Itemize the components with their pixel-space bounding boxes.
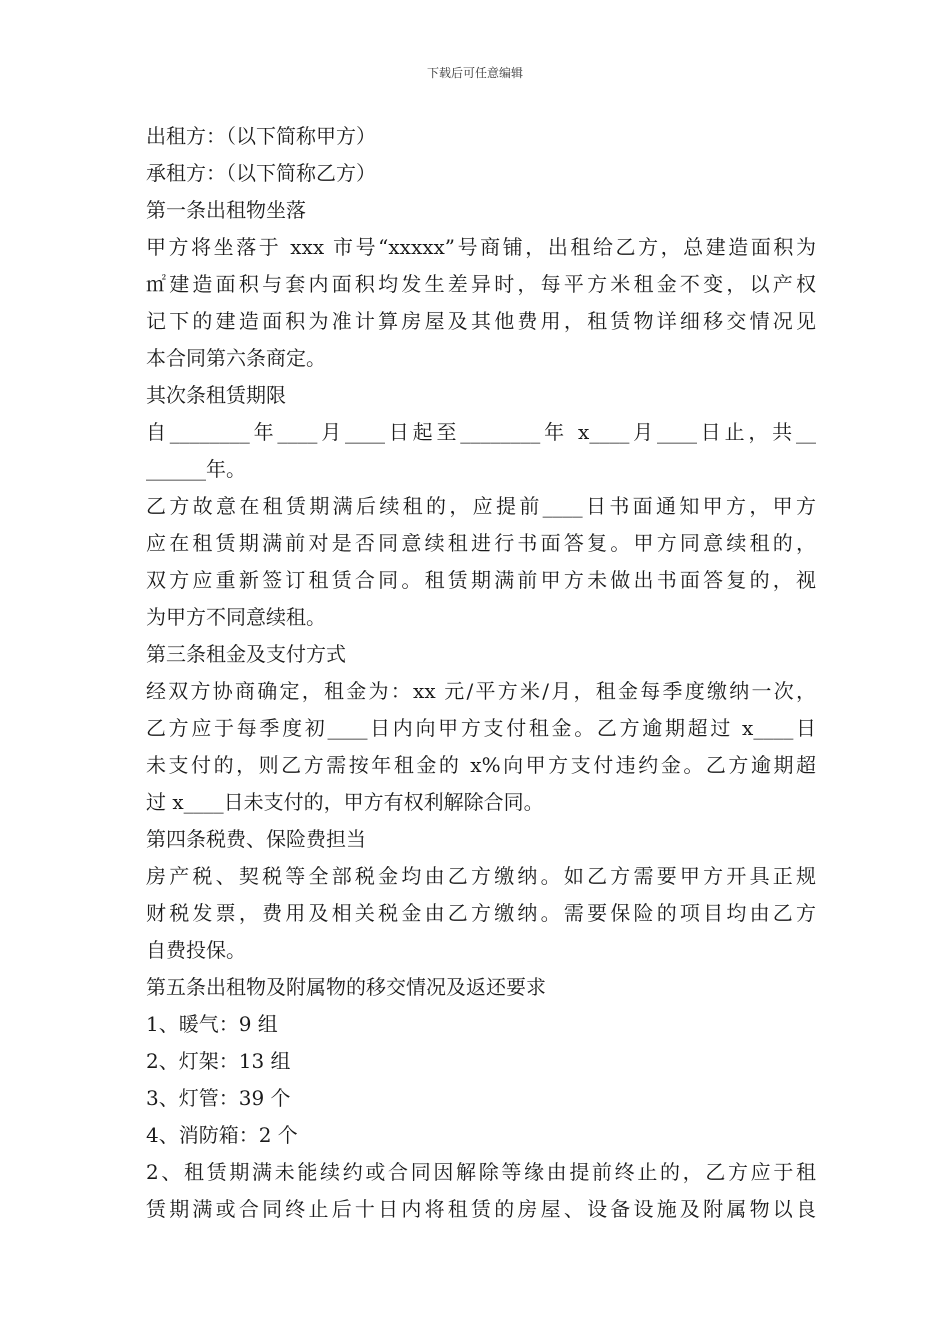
document-line: 2、租赁期满未能续约或合同因解除等缘由提前终止的，乙方应于租 (146, 1160, 816, 1184)
document-line: 第五条出租物及附属物的移交情况及返还要求 (146, 975, 546, 999)
document-line: 经双方协商确定，租金为：xx 元/平方米/月，租金每季度缴纳一次， (146, 679, 816, 703)
document-line: 其次条租赁期限 (146, 383, 286, 407)
document-line: 应在租赁期满前对是否同意续租进行书面答复。甲方同意续租的， (146, 531, 816, 555)
document-line: 自________年____月____日起至________年 x____月____日止，共__ (146, 420, 816, 444)
document-line: 本合同第六条商定。 (146, 346, 326, 370)
page-header-note: 下载后可任意编辑 (426, 66, 523, 80)
document-line: 出租方：（以下简称甲方） (146, 124, 376, 148)
document-body (146, 118, 816, 1228)
document-line: 4、消防箱：2 个 (146, 1123, 298, 1147)
document-line: 自费投保。 (146, 938, 246, 962)
document-line: 1、暖气：9 组 (146, 1012, 278, 1036)
document-line: 乙方应于每季度初____日内向甲方支付租金。乙方逾期超过 x____日 (146, 716, 816, 740)
document-line: 为甲方不同意续租。 (146, 605, 326, 629)
document-line: ㎡建造面积与套内面积均发生差异时，每平方米租金不变，以产权 (146, 272, 816, 296)
document-line: 第一条出租物坐落 (146, 198, 306, 222)
document-line: 第三条租金及支付方式 (146, 642, 346, 666)
document-line: 甲方将坐落于 xxx 市号“xxxxx”号商铺，出租给乙方，总建造面积为 (146, 235, 816, 259)
document-line: ______年。 (146, 457, 246, 481)
document-line: 2、灯架：13 组 (146, 1049, 291, 1073)
document-line: 第四条税费、保险费担当 (146, 827, 366, 851)
document-line: 房产税、契税等全部税金均由乙方缴纳。如乙方需要甲方开具正规 (146, 864, 816, 888)
document-line: 记下的建造面积为准计算房屋及其他费用，租赁物详细移交情况见 (146, 309, 816, 333)
document-line: 未支付的，则乙方需按年租金的 x%向甲方支付违约金。乙方逾期超 (146, 753, 816, 777)
document-line: 财税发票，费用及相关税金由乙方缴纳。需要保险的项目均由乙方 (146, 901, 816, 925)
document-line: 3、灯管：39 个 (146, 1086, 291, 1110)
document-line: 过 x____日未支付的，甲方有权利解除合同。 (146, 790, 544, 814)
document-line: 双方应重新签订租赁合同。租赁期满前甲方未做出书面答复的，视 (146, 568, 816, 592)
document-line: 承租方：（以下简称乙方） (146, 161, 376, 185)
document-line: 乙方故意在租赁期满后续租的，应提前____日书面通知甲方，甲方 (146, 494, 816, 518)
document-line: 赁期满或合同终止后十日内将租赁的房屋、设备设施及附属物以良 (146, 1197, 816, 1221)
